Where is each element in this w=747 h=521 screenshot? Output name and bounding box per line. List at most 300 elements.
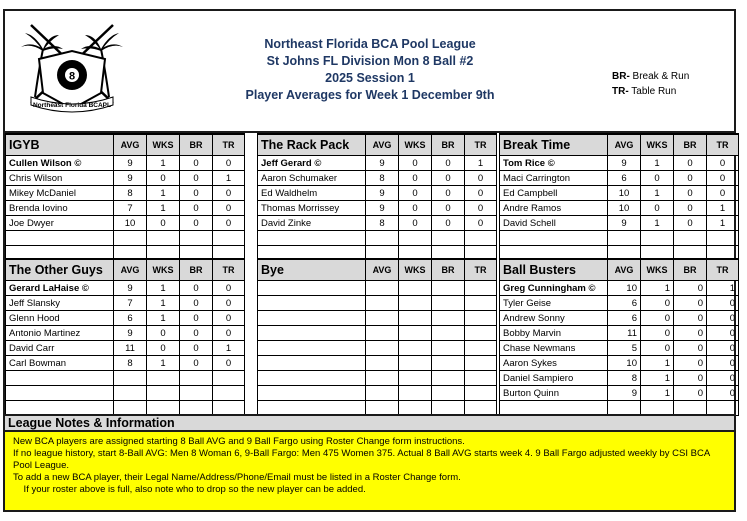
player-name — [6, 231, 114, 246]
player-avg: 9 — [114, 281, 147, 296]
player-tr: 0 — [213, 156, 245, 171]
player-avg: 10 — [608, 356, 641, 371]
player-br: 0 — [674, 356, 707, 371]
player-name: David Carr — [6, 341, 114, 356]
note-line: New BCA players are assigned starting 8 Ball AVG and 9 Ball Fargo using Roster Change form instructions. — [13, 436, 465, 447]
player-name — [258, 356, 366, 371]
player-br: 0 — [432, 156, 465, 171]
player-wks: 1 — [147, 356, 180, 371]
player-tr — [465, 371, 497, 386]
player-row — [258, 156, 497, 171]
player-br — [180, 231, 213, 246]
player-wks: 0 — [399, 216, 432, 231]
player-name: Antonio Martinez — [6, 326, 114, 341]
column-header: TR — [465, 134, 497, 156]
column-header: TR — [465, 259, 497, 281]
player-row — [500, 326, 739, 341]
player-wks — [399, 371, 432, 386]
column-header: AVG — [366, 259, 399, 281]
player-wks — [399, 341, 432, 356]
player-tr — [465, 326, 497, 341]
player-br — [432, 371, 465, 386]
player-avg: 6 — [114, 311, 147, 326]
player-row — [258, 281, 497, 296]
player-row — [258, 356, 497, 371]
notes-body — [3, 432, 736, 512]
player-row — [6, 186, 245, 201]
title-line: 2025 Session 1 — [325, 71, 415, 85]
player-row — [6, 201, 245, 216]
player-br: 0 — [674, 311, 707, 326]
notes-title: League Notes & Information — [3, 414, 736, 432]
player-tr: 0 — [707, 156, 739, 171]
player-wks: 0 — [641, 201, 674, 216]
player-tr — [213, 231, 245, 246]
player-tr: 1 — [707, 216, 739, 231]
player-avg: 10 — [608, 281, 641, 296]
player-wks: 1 — [147, 296, 180, 311]
player-br: 0 — [180, 201, 213, 216]
player-br: 0 — [432, 186, 465, 201]
player-name — [258, 341, 366, 356]
player-name — [258, 231, 366, 246]
player-wks: 1 — [147, 201, 180, 216]
player-br — [432, 326, 465, 341]
player-wks — [147, 386, 180, 401]
player-name: David Schell — [500, 216, 608, 231]
player-br: 0 — [432, 171, 465, 186]
player-br: 0 — [674, 156, 707, 171]
player-row — [258, 296, 497, 311]
player-avg: 9 — [114, 171, 147, 186]
player-br: 0 — [674, 186, 707, 201]
player-row — [500, 216, 739, 231]
player-br: 0 — [674, 296, 707, 311]
player-br: 0 — [674, 371, 707, 386]
player-tr — [465, 231, 497, 246]
player-br — [432, 231, 465, 246]
player-wks — [399, 231, 432, 246]
column-header: WKS — [399, 259, 432, 281]
column-header: AVG — [608, 259, 641, 281]
player-tr: 0 — [213, 216, 245, 231]
title-block — [220, 36, 520, 104]
player-avg — [366, 326, 399, 341]
player-row — [6, 386, 245, 401]
player-row — [6, 326, 245, 341]
player-avg: 9 — [608, 386, 641, 401]
player-row — [500, 341, 739, 356]
player-row — [6, 371, 245, 386]
player-tr: 0 — [707, 356, 739, 371]
player-name: Andrew Sonny — [500, 311, 608, 326]
player-avg: 5 — [608, 341, 641, 356]
player-avg: 9 — [366, 186, 399, 201]
player-tr: 1 — [465, 156, 497, 171]
player-tr: 0 — [465, 171, 497, 186]
player-row — [500, 231, 739, 246]
player-br: 0 — [432, 216, 465, 231]
player-name: Ed Waldhelm — [258, 186, 366, 201]
column-header: TR — [213, 134, 245, 156]
player-avg: 6 — [608, 296, 641, 311]
column-header: WKS — [147, 259, 180, 281]
column-header: WKS — [399, 134, 432, 156]
player-row — [500, 186, 739, 201]
player-tr — [465, 296, 497, 311]
player-row — [6, 356, 245, 371]
player-row — [6, 231, 245, 246]
player-row — [500, 296, 739, 311]
player-row — [6, 296, 245, 311]
player-avg — [114, 231, 147, 246]
player-tr: 0 — [213, 201, 245, 216]
column-header: BR — [180, 134, 213, 156]
player-br: 0 — [180, 356, 213, 371]
player-wks — [399, 296, 432, 311]
player-wks: 1 — [641, 156, 674, 171]
player-br — [432, 296, 465, 311]
player-row — [500, 371, 739, 386]
player-name — [258, 281, 366, 296]
player-wks: 0 — [147, 341, 180, 356]
player-avg: 8 — [366, 216, 399, 231]
player-br: 0 — [180, 326, 213, 341]
player-wks: 0 — [147, 216, 180, 231]
note-line: To add a new BCA player, their Legal Name/Address/Phone/Email must be listed in a Roster Change form. — [13, 472, 461, 483]
player-name: Jeff Gerard © — [258, 156, 366, 171]
player-name: Aaron Schumaker — [258, 171, 366, 186]
player-tr: 1 — [707, 281, 739, 296]
player-name: Carl Bowman — [6, 356, 114, 371]
player-name: Ed Campbell — [500, 186, 608, 201]
player-tr: 0 — [213, 186, 245, 201]
team-name: Ball Busters — [500, 259, 608, 281]
player-tr — [213, 386, 245, 401]
player-avg — [366, 231, 399, 246]
player-name: Bobby Marvin — [500, 326, 608, 341]
player-wks: 0 — [641, 171, 674, 186]
column-header: TR — [707, 134, 739, 156]
player-avg: 9 — [114, 156, 147, 171]
team-name: The Rack Pack — [258, 134, 366, 156]
player-wks — [147, 231, 180, 246]
player-br: 0 — [180, 216, 213, 231]
column-header: BR — [432, 259, 465, 281]
player-name: Tom Rice © — [500, 156, 608, 171]
header — [5, 11, 734, 132]
player-name: Thomas Morrissey — [258, 201, 366, 216]
player-tr — [707, 231, 739, 246]
player-row — [6, 281, 245, 296]
title-line: Northeast Florida BCA Pool League — [264, 37, 476, 51]
team-name: The Other Guys — [6, 259, 114, 281]
player-wks: 1 — [641, 186, 674, 201]
player-row — [258, 341, 497, 356]
player-br — [180, 386, 213, 401]
player-br: 0 — [180, 281, 213, 296]
player-row — [500, 171, 739, 186]
player-avg: 9 — [608, 216, 641, 231]
player-avg: 11 — [608, 326, 641, 341]
player-wks: 0 — [399, 186, 432, 201]
player-tr — [213, 371, 245, 386]
player-name: Tyler Geise — [500, 296, 608, 311]
player-wks: 0 — [641, 311, 674, 326]
team-name: IGYB — [6, 134, 114, 156]
player-avg: 6 — [608, 171, 641, 186]
player-row — [258, 201, 497, 216]
player-name — [258, 386, 366, 401]
logo-text: Northeast Florida BCAPL — [32, 102, 112, 109]
team-table — [257, 258, 496, 416]
column-header: BR — [674, 259, 707, 281]
column-header: WKS — [641, 134, 674, 156]
player-tr: 0 — [213, 311, 245, 326]
player-tr: 0 — [707, 311, 739, 326]
player-avg: 10 — [114, 216, 147, 231]
player-tr: 0 — [465, 201, 497, 216]
player-avg: 8 — [366, 171, 399, 186]
player-tr: 1 — [213, 341, 245, 356]
player-avg — [114, 371, 147, 386]
player-avg — [114, 386, 147, 401]
player-avg: 9 — [608, 156, 641, 171]
player-br: 0 — [674, 341, 707, 356]
player-avg: 8 — [608, 371, 641, 386]
player-wks: 0 — [641, 326, 674, 341]
player-row — [6, 341, 245, 356]
player-name: Gerard LaHaise © — [6, 281, 114, 296]
column-header: WKS — [147, 134, 180, 156]
team-name: Break Time — [500, 134, 608, 156]
player-row — [500, 356, 739, 371]
legend — [612, 69, 689, 99]
player-wks — [147, 371, 180, 386]
player-row — [258, 231, 497, 246]
player-name: Maci Carrington — [500, 171, 608, 186]
player-br — [674, 231, 707, 246]
column-header: AVG — [114, 134, 147, 156]
title-line: St Johns FL Division Mon 8 Ball #2 — [266, 54, 474, 68]
player-tr: 0 — [707, 171, 739, 186]
player-br — [432, 386, 465, 401]
player-name — [500, 231, 608, 246]
player-row — [6, 216, 245, 231]
player-name: Joe Dwyer — [6, 216, 114, 231]
player-row — [258, 311, 497, 326]
league-logo — [13, 19, 131, 119]
player-name: Jeff Slansky — [6, 296, 114, 311]
player-tr: 0 — [707, 326, 739, 341]
player-br — [432, 281, 465, 296]
player-name — [6, 386, 114, 401]
player-tr: 1 — [213, 171, 245, 186]
note-line: If your roster above is full, also note who to drop so the new player can be added. — [13, 484, 366, 495]
column-header: BR — [432, 134, 465, 156]
column-header: BR — [180, 259, 213, 281]
player-br — [432, 341, 465, 356]
player-tr: 0 — [707, 371, 739, 386]
player-name: Cullen Wilson © — [6, 156, 114, 171]
player-wks: 1 — [147, 156, 180, 171]
player-wks: 1 — [147, 186, 180, 201]
player-row — [258, 371, 497, 386]
player-br: 0 — [674, 326, 707, 341]
player-row — [258, 216, 497, 231]
player-tr: 0 — [465, 216, 497, 231]
player-row — [500, 156, 739, 171]
player-avg — [366, 356, 399, 371]
player-tr — [465, 356, 497, 371]
player-name — [6, 371, 114, 386]
player-row — [258, 326, 497, 341]
column-header: AVG — [366, 134, 399, 156]
player-name: Chris Wilson — [6, 171, 114, 186]
column-header: BR — [674, 134, 707, 156]
player-avg: 8 — [114, 186, 147, 201]
player-avg: 10 — [608, 201, 641, 216]
player-wks — [399, 281, 432, 296]
player-tr: 0 — [213, 296, 245, 311]
player-name: David Zinke — [258, 216, 366, 231]
player-tr — [465, 311, 497, 326]
player-br — [432, 311, 465, 326]
player-avg: 7 — [114, 201, 147, 216]
player-tr — [465, 341, 497, 356]
team-table — [499, 258, 738, 416]
player-wks: 1 — [147, 281, 180, 296]
player-row — [500, 281, 739, 296]
player-wks — [399, 386, 432, 401]
player-br: 0 — [674, 281, 707, 296]
player-row — [258, 386, 497, 401]
player-br: 0 — [432, 201, 465, 216]
player-wks: 1 — [641, 216, 674, 231]
player-name: Andre Ramos — [500, 201, 608, 216]
legend-item: TR- Table Run — [612, 86, 677, 97]
player-avg — [366, 341, 399, 356]
player-br — [180, 371, 213, 386]
player-avg: 9 — [114, 326, 147, 341]
player-wks: 0 — [147, 326, 180, 341]
player-avg — [366, 386, 399, 401]
player-name — [258, 371, 366, 386]
player-wks: 1 — [641, 281, 674, 296]
legend-item: BR- Break & Run — [612, 71, 690, 82]
column-header: AVG — [608, 134, 641, 156]
player-name: Burton Quinn — [500, 386, 608, 401]
player-wks: 0 — [641, 296, 674, 311]
player-tr: 0 — [707, 186, 739, 201]
player-wks: 0 — [399, 201, 432, 216]
player-tr: 0 — [213, 356, 245, 371]
player-name: Aaron Sykes — [500, 356, 608, 371]
player-br: 0 — [674, 386, 707, 401]
player-avg: 7 — [114, 296, 147, 311]
player-avg: 6 — [608, 311, 641, 326]
team-table — [257, 133, 496, 261]
eight-ball-number: 8 — [68, 70, 76, 83]
player-avg: 8 — [114, 356, 147, 371]
player-name — [258, 296, 366, 311]
team-table — [5, 258, 244, 416]
player-wks: 1 — [641, 356, 674, 371]
player-avg: 9 — [366, 156, 399, 171]
column-header: AVG — [114, 259, 147, 281]
player-tr — [465, 386, 497, 401]
player-name: Chase Newmans — [500, 341, 608, 356]
player-br: 0 — [180, 171, 213, 186]
player-avg: 9 — [366, 201, 399, 216]
player-avg — [366, 311, 399, 326]
player-wks: 1 — [147, 311, 180, 326]
player-wks: 0 — [147, 171, 180, 186]
player-br: 0 — [674, 216, 707, 231]
player-name — [258, 311, 366, 326]
player-wks: 0 — [641, 341, 674, 356]
player-name: Brenda Iovino — [6, 201, 114, 216]
player-wks — [641, 231, 674, 246]
player-wks — [399, 311, 432, 326]
player-tr: 1 — [707, 201, 739, 216]
player-tr: 0 — [213, 281, 245, 296]
team-table — [5, 133, 244, 261]
player-br: 0 — [180, 341, 213, 356]
player-avg — [366, 281, 399, 296]
player-tr: 0 — [707, 386, 739, 401]
player-br: 0 — [180, 311, 213, 326]
player-row — [258, 186, 497, 201]
player-tr: 0 — [465, 186, 497, 201]
player-wks — [399, 356, 432, 371]
player-br — [432, 356, 465, 371]
player-tr: 0 — [707, 296, 739, 311]
player-row — [258, 171, 497, 186]
team-name: Bye — [258, 259, 366, 281]
player-name: Daniel Sampiero — [500, 371, 608, 386]
player-row — [500, 386, 739, 401]
player-avg: 10 — [608, 186, 641, 201]
player-wks — [399, 326, 432, 341]
player-br: 0 — [674, 171, 707, 186]
player-row — [500, 201, 739, 216]
player-avg — [608, 231, 641, 246]
player-name: Mikey McDaniel — [6, 186, 114, 201]
player-wks: 1 — [641, 386, 674, 401]
player-br: 0 — [180, 186, 213, 201]
player-row — [6, 156, 245, 171]
player-avg — [366, 371, 399, 386]
player-avg: 11 — [114, 341, 147, 356]
player-tr: 0 — [707, 341, 739, 356]
player-br: 0 — [180, 156, 213, 171]
player-br: 0 — [180, 296, 213, 311]
column-header: WKS — [641, 259, 674, 281]
player-name: Glenn Hood — [6, 311, 114, 326]
title-line: Player Averages for Week 1 December 9th — [245, 88, 495, 102]
player-br: 0 — [674, 201, 707, 216]
player-row — [6, 311, 245, 326]
player-tr — [465, 281, 497, 296]
player-name — [258, 326, 366, 341]
player-wks: 0 — [399, 171, 432, 186]
player-row — [500, 311, 739, 326]
team-table — [499, 133, 738, 261]
player-wks: 1 — [641, 371, 674, 386]
player-name: Greg Cunningham © — [500, 281, 608, 296]
player-wks: 0 — [399, 156, 432, 171]
